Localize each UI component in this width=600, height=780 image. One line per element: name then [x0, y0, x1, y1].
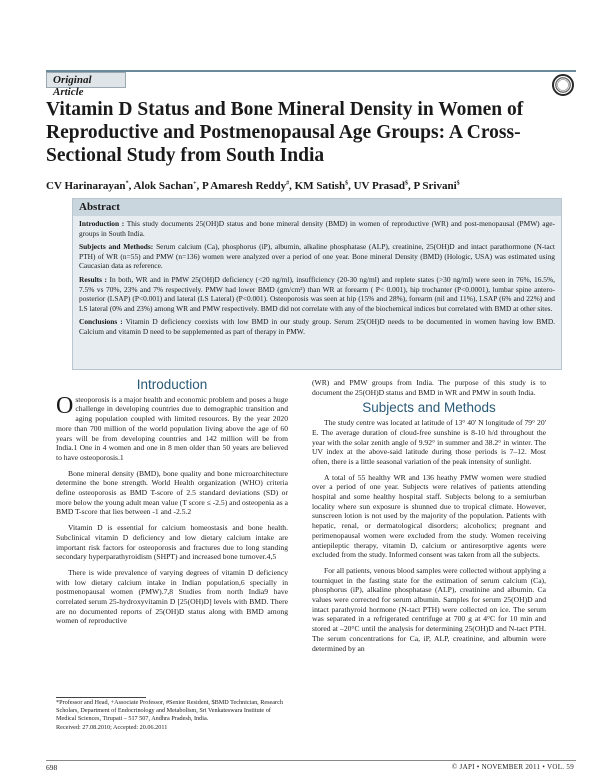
author: P Amaresh Reddy: [202, 180, 287, 192]
intro-paragraph-4: There is wide prevalence of varying degrees of vitamin D deficiency with low dietary calcium intake in Indian population,6 specially in postmenopausal women (PMW).7,8 Studies from north India9 have correlated serum 25-hydroxyvitamin D [25(OH)D] levels with BMD. There are no documented reports of 25(OH)D status along with BMD among women of reproductive: [56, 567, 288, 626]
methods-paragraph-1: The study centre was located at latitude of 13° 40' N longitude of 79° 20' E. The average duration of cloud-free sunshine is 8-10 h/d throughout the year with the solar zenith angle of 9.92° in summer and 38.2° in winter. The UV index at the above-said latitude during those periods is 7–12. Most often, there is a little seasonal variation of the peak intensity of sunlight.: [312, 418, 546, 466]
footnote-rule: [56, 697, 146, 698]
left-column: [56, 378, 288, 632]
abstract-conclusions-text: Vitamin D deficiency coexists with low BMD in our study group. Serum 25(OH)D needs to be documented in women having low BMD. Calcium and vitamin D need to be supplemented as part of therapy in PMW.: [79, 317, 555, 336]
author-mark: $: [456, 180, 460, 187]
footer-rule: [46, 760, 576, 761]
page-number: 698: [46, 763, 58, 772]
methods-paragraph-2: A total of 55 healthy WR and 136 heathy PMW women were studied over a period of one year. Subjects were relatives of patients attending hospital and some healthy hospital staff. Subjects belong to a semiurban locality where sun exposure is shunned due to tropical climate. However, sunscreen lotion is not used by the majority of the population. Patients with hepatic, renal, or dermatological disorders; alcoholics; pregnant and perimenopausal women were excluded from the study. Women receiving antiepileptic therapy, vitamin D, calcium or antiresorptive agents were excluded from the study. Informed consent was taken from all the subjects.: [312, 472, 546, 560]
author: P Srivani: [413, 180, 457, 192]
intro-paragraph-2: Bone mineral density (BMD), bone quality and bone microarchitecture determine the bone strength. World Health organization (WHO) criteria define osteoporosis as BMD T-score of 2.5 standard deviations (SD) or more below the young adult mean value (T score ≤ -2.5) and osteopenia as a BMD T-score that lies between -1 and -2.5.2: [56, 468, 288, 517]
author: Alok Sachan: [133, 180, 194, 192]
abstract-intro-text: This study documents 25(OH)D status and bone mineral density (BMD) in women of reproductive (WR) and post-menopausal (PMW) age-groups in South India.: [79, 219, 555, 238]
introduction-heading: Introduction: [136, 377, 208, 392]
intro-paragraph-5: (WR) and PMW groups from India. The purpose of this study is to document the 25(OH)D status and BMD in WR and PMW in south India.: [312, 378, 546, 397]
article-title: Vitamin D Status and Bone Mineral Density in Women of Reproductive and Postmenopausal Age Groups: A Cross-Sectional Study from South India: [46, 99, 524, 166]
abstract-methods-label: Subjects and Methods:: [79, 242, 154, 252]
abstract-box: [72, 198, 562, 370]
author-mark: $: [345, 180, 349, 187]
abstract-introduction: [79, 219, 555, 238]
abstract-results-text: In both, WR and in PMW 25(OH)D deficiency (<20 ng/ml), insufficiency (20-30 ng/ml) and replete states (>30 ng/ml) were seen in 76%, 16.5%, 7.5% vs 70%, 23% and 7% respectively. PMW had lower BMD (gm/cm²) than WR at forearm ( P< 0.001), hip trochanter (P<0.0001), lumbar spine antero-posterior (LSAP) (P<0.001) and lateral (LS Lateral) (P<0.001). Osteoporosis was seen at hip (15% and 28%), forearm (nil and 11%), LSAP (6% and 22%) and LS lateral (0% and 23%) among WR and PMW respectively. BMD did not correlate with any of the biochemical indices but correlated with BMD at other sites.: [79, 274, 555, 313]
abstract-heading: Abstract: [73, 199, 561, 216]
author-list: CV Harinarayan*, Alok Sachan+, P Amaresh Reddy#, KM Satish$, UV Prasad$, P Srivani$: [46, 180, 460, 192]
dropcap: O: [56, 392, 74, 419]
author-mark: +: [193, 180, 197, 187]
author-mark: *: [125, 180, 129, 187]
journal-seal-icon: [552, 74, 574, 96]
affiliations: *Professor and Head, +Associate Professor, #Senior Resident, $BMD Technician, Research Scholars, Department of Endocrinology and Metabolism, Sri Venkateswara Institute of Medical Sciences, Tirupati – 517 507, Andhra Pradesh, India.: [56, 699, 283, 723]
abstract-body: [73, 216, 561, 344]
intro-paragraph-1: [56, 392, 288, 463]
methods-heading: Subjects and Methods: [362, 400, 496, 416]
abstract-intro-label: Introduction :: [79, 219, 125, 228]
right-column: [312, 378, 546, 659]
section-label: Original Article: [46, 72, 126, 88]
author-mark: #: [286, 180, 290, 187]
abstract-results-label: Results :: [79, 274, 107, 284]
abstract-methods: [79, 242, 555, 271]
abstract-conclusions-label: Conclusions :: [79, 317, 123, 327]
intro-paragraph-3: Vitamin D is essential for calcium homeostasis and bone health. Subclinical vitamin D deficiency and low dietary calcium intake are important risk factors for osteoporosis and fractures due to long standing secondary hyperparathyroidism (SHPT) and increased bone turnover.4,5: [56, 523, 288, 562]
journal-info: © JAPI • NOVEMBER 2011 • VOL. 59: [451, 763, 574, 771]
author-mark: $: [405, 180, 409, 187]
footnotes: [56, 699, 288, 732]
author: CV Harinarayan: [46, 180, 126, 192]
abstract-results: [79, 275, 555, 313]
author: UV Prasad: [353, 180, 406, 192]
author: KM Satish: [294, 180, 346, 192]
methods-paragraph-3: For all patients, venous blood samples were collected without applying a tourniquet in the fasting state for the estimation of serum calcium (Ca), phosphorus (iP), alkaline phosphatase (ALP), creatinine and albumin. Ca values were corrected for serum albumin. Samples for serum 25(OH)D and intact parathyroid hormone (N-tact PTH) were collected on ice. The serum was separated in a refrigerated centrifuge at 700 g at 4°C for 10 min and stored at –20°C until the analysis for determining 25(OH)D and N-tact PTH. The serum concentrations for Ca, iP, ALP, creatinine, and albumin were determined by an: [312, 565, 546, 653]
intro-p1-text: steoporosis is a major health and economic problem and poses a huge challenge in developing countries due to demographic transition and aging population coupled with limited resources. By the year 2020 more than 700 million of the world population living above the age of 60 years will be from developing countries and 142 million will be from India.1 One in 4 women and one in 8 men older than 50 years are believed to have osteoporosis.1: [56, 394, 288, 462]
abstract-methods-text: Serum calcium (Ca), phosphorus (iP), albumin, alkaline phosphatase (ALP), creatinine, 25(OH)D and intact parathormone (N-tact PTH) of WR (n=55) and PMW (n=136) women were analyzed over a period of one year. Bone mineral Density (BMD) (Hologic, USA) was estimated using Caucasian data as reference.: [79, 242, 555, 271]
received-dates: Received: 27.08.2010; Accepted: 20.06.2011: [56, 723, 168, 731]
abstract-conclusions: [79, 317, 555, 336]
